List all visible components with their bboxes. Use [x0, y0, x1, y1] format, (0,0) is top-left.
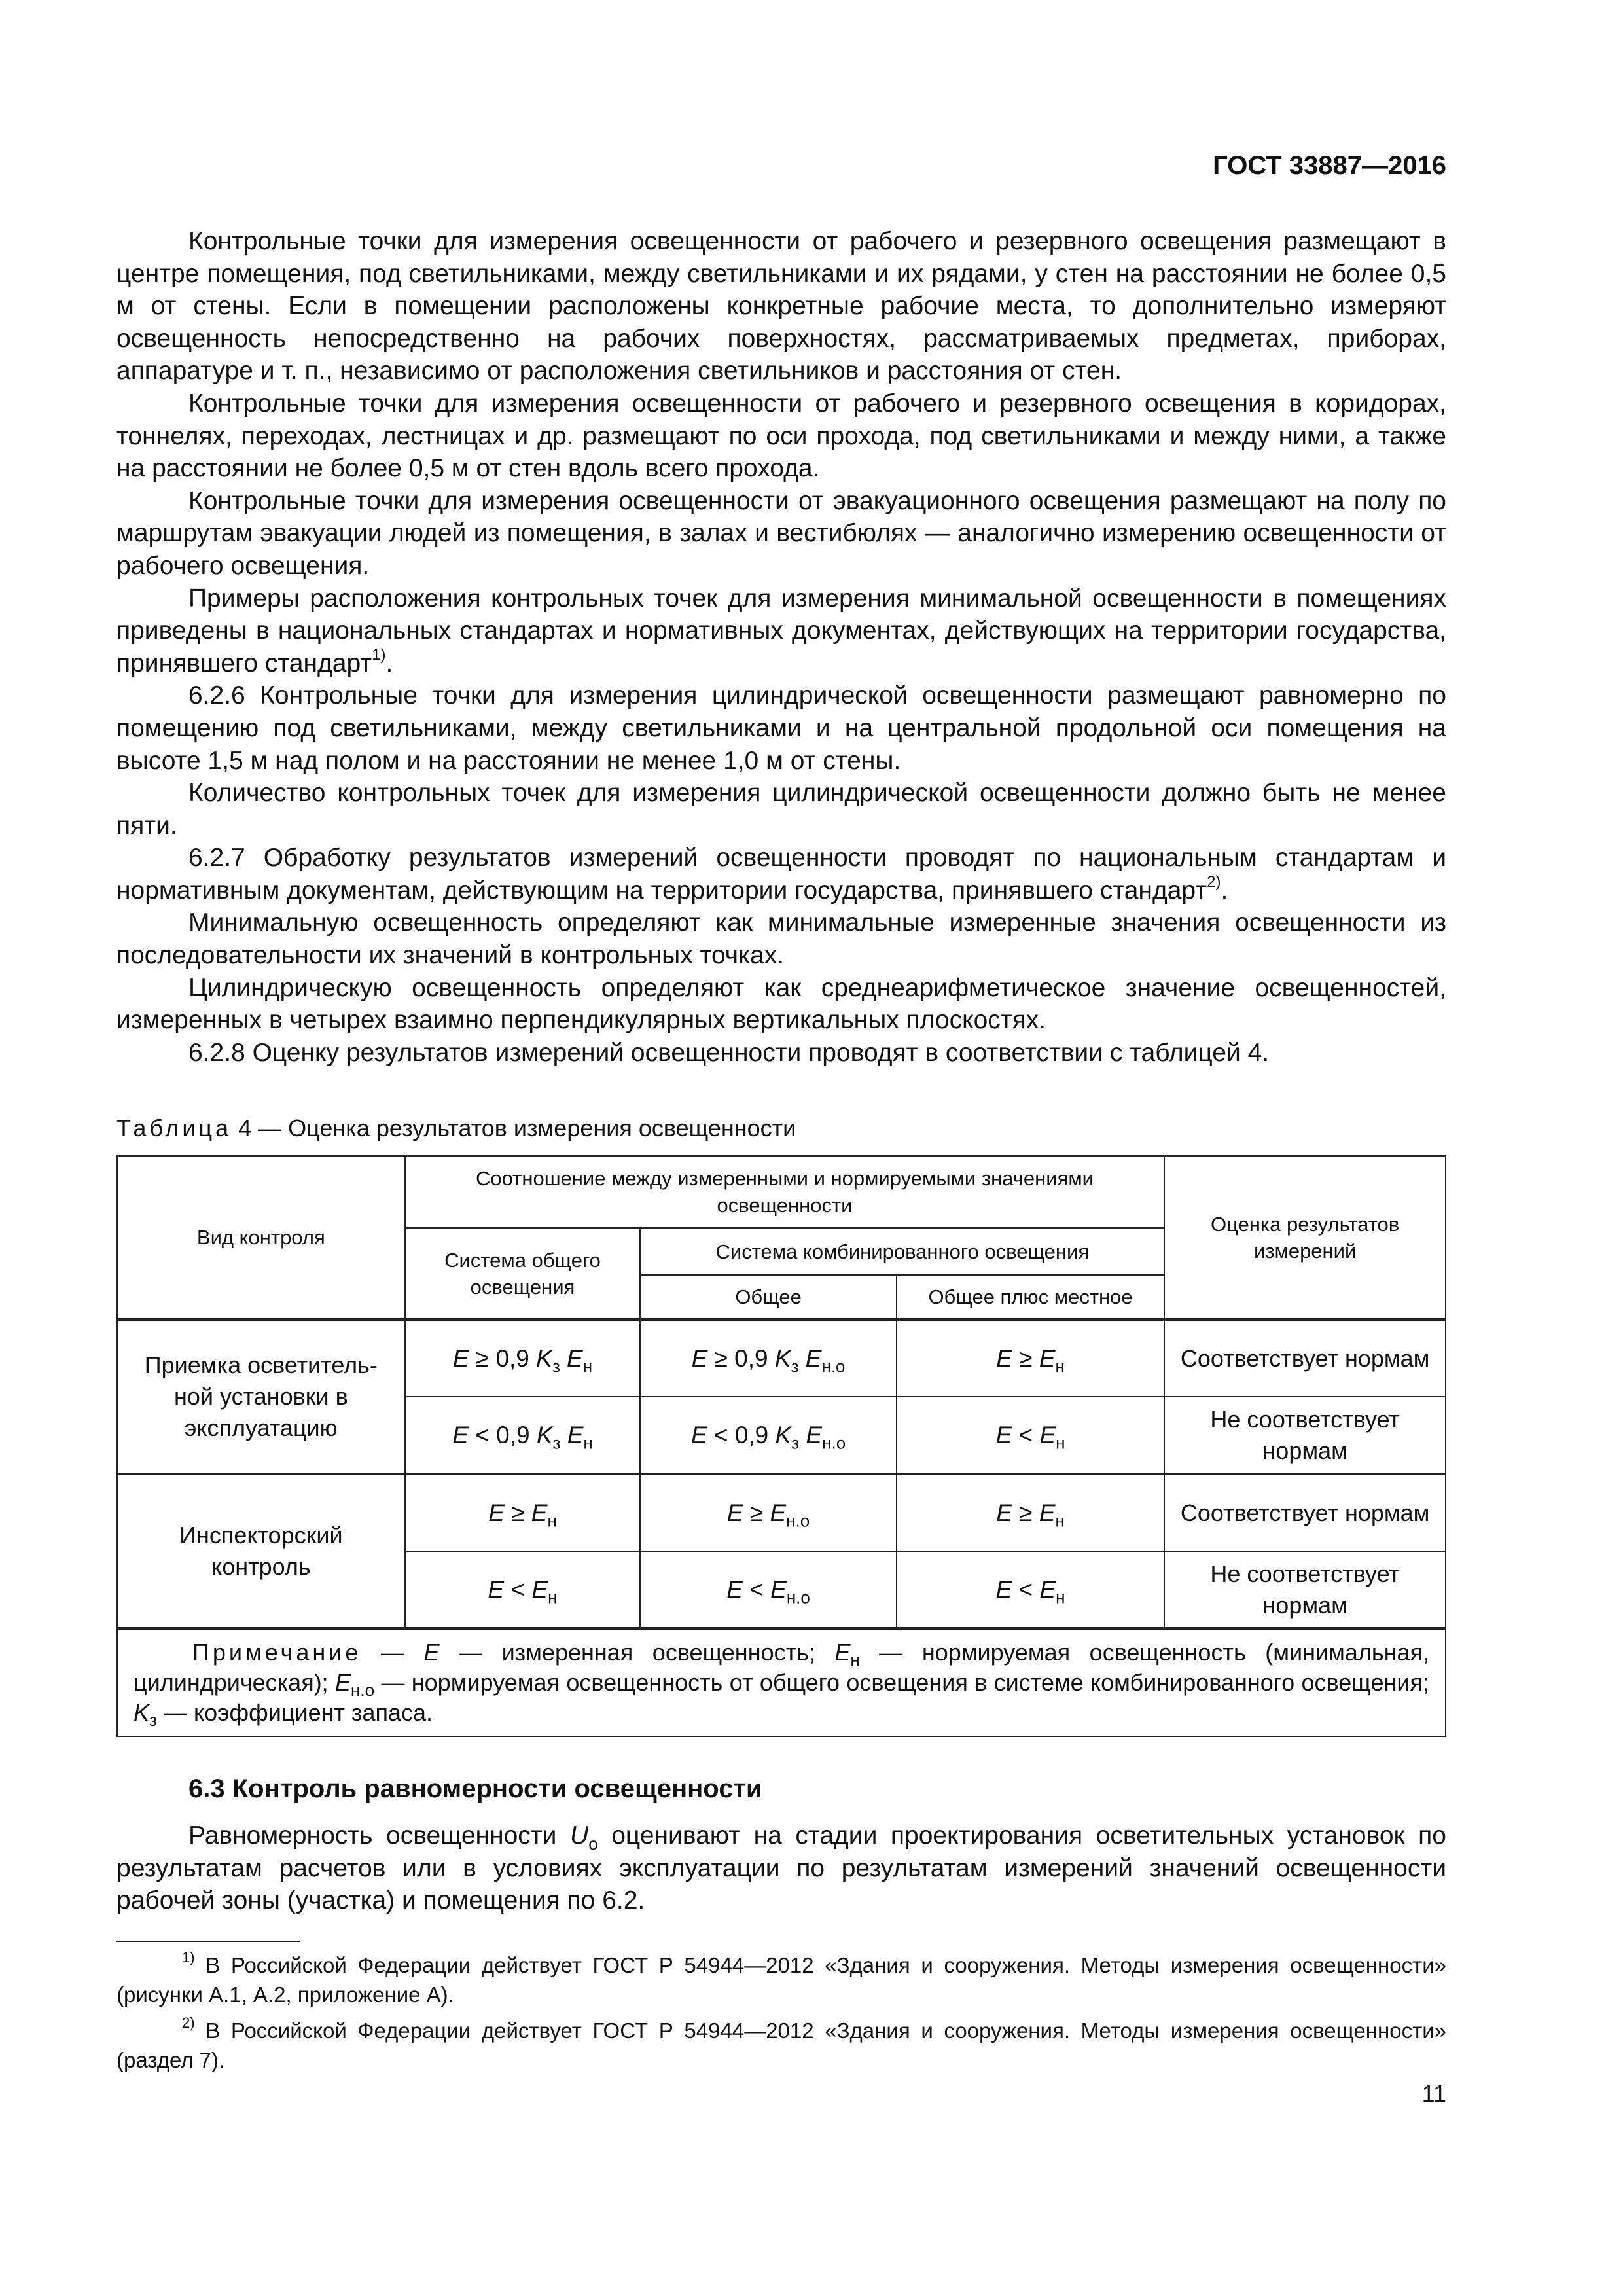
table-caption-label: Таблица: [116, 1115, 232, 1141]
paragraph: [116, 842, 1446, 906]
header-ratio: Соотношение между измеренными и нормируемыми значениями освещенности: [405, 1156, 1165, 1228]
cell-general: E < 0,9 $K_з$ $E_н$: [405, 1397, 641, 1474]
footnote-1: [116, 1950, 1446, 2009]
footnote-mark: 2): [182, 2015, 195, 2031]
cell-result: Не соответствует нормам: [1164, 1551, 1446, 1628]
footnote-2: [116, 2016, 1446, 2075]
cell-combined-local: $E < E_н$: [897, 1551, 1164, 1628]
section-title: 6.3 Контроль равномерности освещенности: [188, 1774, 762, 1803]
cell-combined-local: $E < E_н$: [897, 1397, 1164, 1474]
header-assessment: Оценка результатов измерений: [1164, 1156, 1446, 1319]
footnote-ref: 1): [372, 645, 386, 664]
table-note: Примечание — E — измеренная освещенность; $E_н$ — нормируемая освещенность (минимальная, цилиндрическая); $E_{н.о}$ — нормируемая освещенность от общего освещения в системе комбинированного освещения; $K_з$ — коэффициент запаса.: [117, 1628, 1446, 1736]
cell-general: $E \ge E_н$: [405, 1474, 641, 1551]
footnote-text: В Российской Федерации действует ГОСТ Р 54944—2012 «Здания и сооружения. Методы измерения освещенности» (рисунки А.1, А.2, приложение А).: [116, 1953, 1446, 2007]
document-code-header: ГОСТ 33887—2016: [1213, 151, 1446, 180]
cell-result: Не соответствует нормам: [1164, 1397, 1446, 1474]
header-combined-general: Общее: [640, 1275, 896, 1319]
table-row: [117, 1319, 1446, 1397]
paragraph-text: .: [385, 649, 393, 677]
paragraph: 6.2.8 Оценку результатов измерений освещенности проводят в соответствии с таблицей 4.: [188, 1038, 1270, 1067]
note-label: Примечание: [192, 1639, 362, 1666]
cell-general: E ≥ 0,9 $K_з$ $E_н$: [405, 1319, 641, 1397]
paragraph: Цилиндрическую освещенность определяют как среднеарифметическое значение освещенностей, измеренных в четырех взаимно перпендикулярных вертикальных плоскостях.: [116, 973, 1446, 1035]
row-label-acceptance: Приемка осветитель-ной установки в эксплуатацию: [117, 1319, 405, 1474]
paragraph-text: 6.2.7 Обработку результатов измерений освещенности проводят по национальным стандартам и нормативным документам, действующим на территории государства, принявшего стандарт: [116, 844, 1446, 905]
cell-general: $E < E_н$: [405, 1551, 641, 1628]
paragraph-text: .: [1221, 876, 1228, 905]
paragraph: Контрольные точки для измерения освещенности от рабочего и резервного освещения в коридорах, тоннелях, переходах, лестницах и др. размещают по оси прохода, под светильниками и между ними, а также на расстоянии не более 0,5 м от стен вдоль всего прохода.: [116, 389, 1446, 483]
table-caption-text: 4 — Оценка результатов измерения освещенности: [232, 1115, 796, 1141]
cell-combined-local: $E \ge E_н$: [897, 1474, 1164, 1551]
header-control-type: Вид контроля: [117, 1156, 405, 1319]
header-combined-general-local: Общее плюс местное: [897, 1275, 1164, 1319]
footnote-text: В Российской Федерации действует ГОСТ Р 54944—2012 «Здания и сооружения. Методы измерения освещенности» (раздел 7).: [116, 2018, 1446, 2072]
table-row: [117, 1474, 1446, 1551]
paragraph: Контрольные точки для измерения освещенности от эвакуационного освещения размещают на полу по маршрутам эвакуации людей из помещения, в залах и вестибюлях — аналогично измерению освещенности от рабочего освещения.: [116, 486, 1446, 580]
table-caption: [116, 1113, 1446, 1144]
paragraph-text: Примеры расположения контрольных точек для измерения минимальной освещенности в помещениях приведены в национальных стандартах и нормативных документах, действующих на территории государства, принявшего стандарт: [116, 584, 1446, 677]
row-label-inspection: Инспекторский контроль: [117, 1474, 405, 1628]
cell-combined-local: $E \ge E_н$: [897, 1319, 1164, 1397]
paragraph: Минимальную освещенность определяют как минимальные измеренные значения освещенности из последовательности их значений в контрольных точках.: [116, 908, 1446, 970]
paragraph: Контрольные точки для измерения освещенности от рабочего и резервного освещения размещают в центре помещения, под светильниками, между светильниками и их рядами, у стен на расстоянии не более 0,5 м от стены. Если в помещении расположены конкретные рабочие места, то дополнительно измеряют освещенность непосредственно на рабочих поверхностях, рассматриваемых предметах, приборах, аппаратуре и т. п., независимо от расположения светильников и расстояния от стен.: [116, 227, 1446, 386]
section-body: [116, 1820, 1446, 1917]
assessment-table: [116, 1155, 1446, 1737]
paragraph: Равномерность освещенности $U_о$ оценивают на стадии проектирования осветительных установок по результатам расчетов или в условиях эксплуатации по результатам измерений значений освещенности рабочей зоны (участка) и помещения по 6.2.: [116, 1821, 1446, 1915]
cell-result: Соответствует нормам: [1164, 1474, 1446, 1551]
footnote-mark: 1): [182, 1949, 195, 1965]
table-note-row: [117, 1628, 1446, 1736]
footnote-separator: [116, 1941, 300, 1942]
cell-combined-general: $E \ge E_{н.о}$: [640, 1474, 896, 1551]
paragraph: Количество контрольных точек для измерения цилиндрической освещенности должно быть не менее пяти.: [116, 779, 1446, 840]
cell-combined-general: $E < E_{н.о}$: [640, 1551, 896, 1628]
body-text: [116, 225, 1446, 1069]
page-number: 11: [1421, 2080, 1446, 2107]
paragraph: [116, 583, 1446, 680]
cell-combined-general: E ≥ 0,9 $K_з$ $E_{н.о}$: [640, 1319, 896, 1397]
header-general-system: Система общего освещения: [405, 1228, 641, 1319]
header-combined-system: Система комбинированного освещения: [640, 1228, 1164, 1275]
cell-result: Соответствует нормам: [1164, 1319, 1446, 1397]
paragraph: 6.2.6 Контрольные точки для измерения цилиндрической освещенности размещают равномерно по помещению под светильниками, между светильниками и на центральной продольной оси помещения на высоте 1,5 м над полом и на расстоянии не менее 1,0 м от стены.: [116, 681, 1446, 775]
footnote-ref: 2): [1207, 872, 1221, 891]
cell-combined-general: E < 0,9 $K_з$ $E_{н.о}$: [640, 1397, 896, 1474]
